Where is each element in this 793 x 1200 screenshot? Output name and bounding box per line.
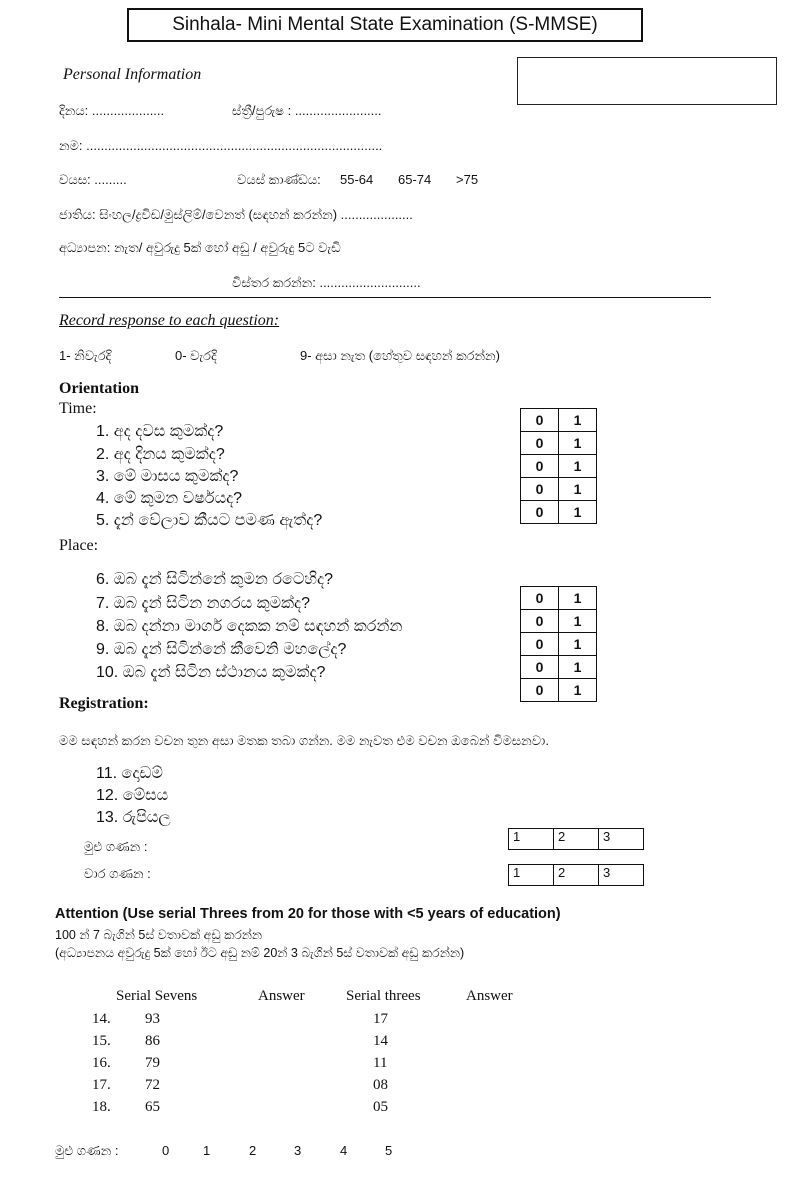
score-row xyxy=(509,829,644,850)
age-group-label: වයස් කාණ්ඩය: xyxy=(237,172,321,187)
sevens-value: 72 xyxy=(145,1077,160,1093)
score-cell[interactable]: 3 xyxy=(599,829,644,850)
attention-line2: (අධ්‍යාපනය අවුරුදු 5ක් හෝ ඊට අඩු නම් 20න් 3 බැගින් 5ස් වතාවක් අඩු කරන්න) xyxy=(55,946,465,960)
time-label: Time: xyxy=(59,400,97,417)
first-score-label: මුළු ගණන : xyxy=(84,839,148,854)
score-one-cell[interactable]: 1 xyxy=(559,409,597,432)
row-number: 14. xyxy=(92,1011,111,1027)
place-label: Place: xyxy=(59,537,99,554)
total-score-label: මුළු ගණන : xyxy=(55,1143,119,1158)
legend-unable: 9- අසා නැත (හේතුව සඳහන් කරන්න) xyxy=(300,348,500,363)
id-box[interactable] xyxy=(517,57,777,105)
col-serial-threes: Serial threes xyxy=(346,988,421,1004)
score-one-cell[interactable]: 1 xyxy=(559,455,597,478)
question-item: 5. දැන් වේලාව කීයට පමණ ඇත්ද? xyxy=(96,512,323,529)
orientation-heading: Orientation xyxy=(59,380,139,397)
age-group-option[interactable]: >75 xyxy=(456,172,479,187)
age-group-option[interactable]: 65-74 xyxy=(398,172,432,187)
attention-heading: Attention (Use serial Threes from 20 for those with <5 years of education) xyxy=(55,906,561,922)
threes-value: 08 xyxy=(373,1077,388,1093)
total-option[interactable]: 1 xyxy=(203,1143,211,1158)
date-field[interactable]: දිනය: .................... xyxy=(59,103,165,118)
place-score-grid xyxy=(520,586,597,702)
col-answer: Answer xyxy=(258,988,305,1004)
registration-item: 13. රුපියල xyxy=(96,809,171,826)
attention-line1: 100 න් 7 බැගින් 5ස් වතාවක් අඩු කරන්න xyxy=(55,928,263,942)
score-zero-cell[interactable]: 0 xyxy=(521,409,559,432)
details-field[interactable]: විස්තර කරන්න: ............................ xyxy=(232,275,421,290)
row-number: 18. xyxy=(92,1099,111,1115)
question-item: 8. ඔබ දන්නා මාර්ග දෙකක නම් සඳහන් කරන්න xyxy=(96,618,403,635)
score-row xyxy=(521,610,597,633)
ethnicity-field[interactable]: ජාතිය: සිංහල/ද්‍රවිඩ/මුස්ලිම්/වෙනත් (සඳහන් කරන්න) .................... xyxy=(59,207,413,222)
score-row xyxy=(521,478,597,501)
score-cell[interactable]: 1 xyxy=(509,865,554,886)
score-zero-cell[interactable]: 0 xyxy=(521,455,559,478)
score-row xyxy=(521,501,597,524)
registration-heading: Registration: xyxy=(59,695,149,712)
age-field[interactable]: වයස: ......... xyxy=(59,172,127,187)
score-cell[interactable]: 2 xyxy=(554,829,599,850)
score-zero-cell[interactable]: 0 xyxy=(521,478,559,501)
score-one-cell[interactable]: 1 xyxy=(559,587,597,610)
score-row xyxy=(521,633,597,656)
score-zero-cell[interactable]: 0 xyxy=(521,679,559,702)
name-field[interactable]: නම: .................................................................................. xyxy=(59,138,383,153)
threes-value: 05 xyxy=(373,1099,388,1115)
score-row xyxy=(509,865,644,886)
row-number: 16. xyxy=(92,1055,111,1071)
score-row xyxy=(521,409,597,432)
threes-value: 14 xyxy=(373,1033,388,1049)
score-zero-cell[interactable]: 0 xyxy=(521,587,559,610)
question-item: 1. අද දවස කුමක්ද? xyxy=(96,423,224,440)
question-item: 7. ඔබ දැන් සිටින නගරය කුමක්ද? xyxy=(96,595,311,612)
score-zero-cell[interactable]: 0 xyxy=(521,633,559,656)
score-row xyxy=(521,587,597,610)
total-option[interactable]: 0 xyxy=(162,1143,170,1158)
education-field[interactable]: අධ්‍යාපන: නැත/ අවුරුදු 5ක් හෝ අඩු / අවුරුදු 5ට වැඩි xyxy=(59,240,341,255)
threes-value: 17 xyxy=(373,1011,388,1027)
personal-info-heading: Personal Information xyxy=(63,66,202,83)
sevens-value: 93 xyxy=(145,1011,160,1027)
score-row xyxy=(521,656,597,679)
score-cell[interactable]: 1 xyxy=(509,829,554,850)
score-zero-cell[interactable]: 0 xyxy=(521,656,559,679)
threes-value: 11 xyxy=(373,1055,388,1071)
total-option[interactable]: 5 xyxy=(385,1143,393,1158)
score-cell[interactable]: 2 xyxy=(554,865,599,886)
score-row xyxy=(521,679,597,702)
question-item: 3. මේ මාසය කුමක්ද? xyxy=(96,468,239,485)
legend-wrong: 0- වැරදි xyxy=(175,348,217,363)
score-one-cell[interactable]: 1 xyxy=(559,501,597,524)
score-one-cell[interactable]: 1 xyxy=(559,478,597,501)
score-one-cell[interactable]: 1 xyxy=(559,633,597,656)
registration-item: 11. දොඩම් xyxy=(96,765,163,782)
legend-correct: 1- නිවැරදි xyxy=(59,348,112,363)
col-answer: Answer xyxy=(466,988,513,1004)
score-one-cell[interactable]: 1 xyxy=(559,610,597,633)
question-item: 4. මේ කුමන වර්ෂයද? xyxy=(96,490,243,507)
question-item: 6. ඔබ දැන් සිටින්නේ කුමන රටෙහිද? xyxy=(96,571,333,588)
time-score-grid xyxy=(520,408,597,524)
total-option[interactable]: 3 xyxy=(294,1143,302,1158)
gender-field[interactable]: ස්ත්‍රී/පුරුෂ : ........................ xyxy=(232,103,382,118)
section-divider xyxy=(59,297,711,298)
registration-instruction: මම සඳහන් කරන වචන තුන අසා මතක තබා ගන්න. මම නැවත එම වචන ඔබෙන් විමසනවා. xyxy=(59,733,549,748)
sevens-value: 79 xyxy=(145,1055,160,1071)
score-one-cell[interactable]: 1 xyxy=(559,679,597,702)
score-one-cell[interactable]: 1 xyxy=(559,656,597,679)
score-zero-cell[interactable]: 0 xyxy=(521,432,559,455)
question-item: 2. අද දිනය කුමක්ද? xyxy=(96,446,225,463)
attempts-grid xyxy=(508,864,644,886)
question-item: 9. ඔබ දැන් සිටින්නේ කීවෙනි මහලේද? xyxy=(96,641,347,658)
first-score-grid xyxy=(508,828,644,850)
score-zero-cell[interactable]: 0 xyxy=(521,610,559,633)
score-row xyxy=(521,432,597,455)
row-number: 15. xyxy=(92,1033,111,1049)
record-heading: Record response to each question: xyxy=(59,312,280,329)
col-serial-sevens: Serial Sevens xyxy=(116,988,198,1004)
sevens-value: 86 xyxy=(145,1033,160,1049)
total-option[interactable]: 2 xyxy=(249,1143,257,1158)
score-zero-cell[interactable]: 0 xyxy=(521,501,559,524)
score-one-cell[interactable]: 1 xyxy=(559,432,597,455)
question-item: 10. ඔබ දැන් සිටින ස්ථානය කුමක්ද? xyxy=(96,664,326,681)
total-option[interactable]: 4 xyxy=(340,1143,348,1158)
sevens-value: 65 xyxy=(145,1099,160,1115)
registration-item: 12. මේසය xyxy=(96,787,169,804)
form-title: Sinhala- Mini Mental State Examination (S-MMSE) xyxy=(127,8,643,42)
score-cell[interactable]: 3 xyxy=(599,865,644,886)
score-row xyxy=(521,455,597,478)
row-number: 17. xyxy=(92,1077,111,1093)
attempts-label: වාර ගණන : xyxy=(84,866,151,881)
age-group-option[interactable]: 55-64 xyxy=(340,172,374,187)
